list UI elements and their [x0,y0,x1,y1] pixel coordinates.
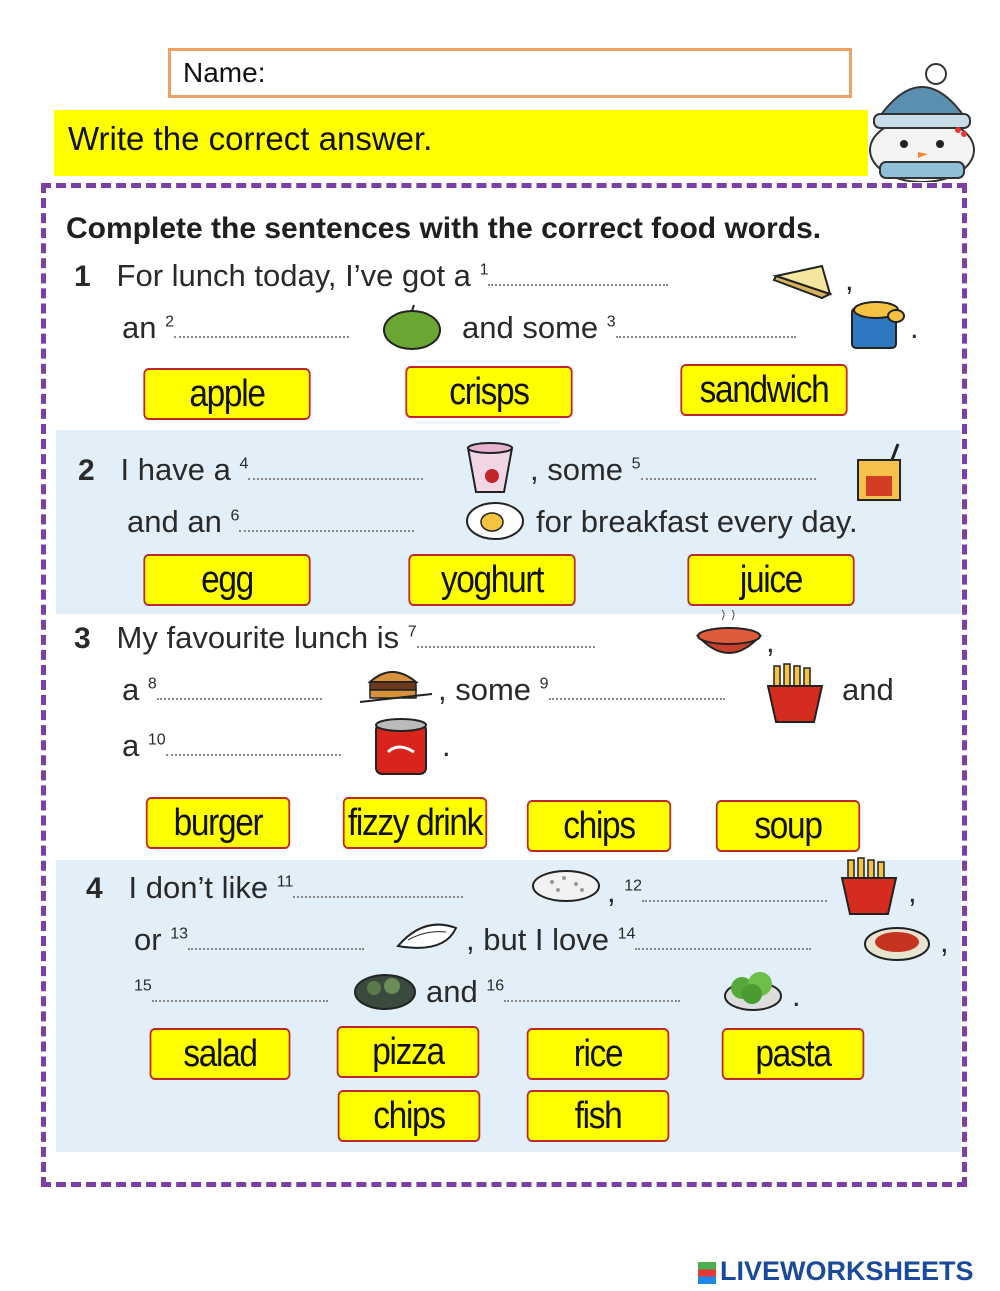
fizzy-drink-icon [370,716,432,778]
q1-number: 1 [74,260,91,293]
q2-line1 [78,452,423,488]
fish-icon [394,916,464,958]
blank-number: 11 [276,873,294,891]
blank-number: 7 [407,623,417,641]
q3-period: . [442,728,451,763]
q1-period: . [910,310,919,345]
word-crisps[interactable]: crisps [405,366,572,418]
q4-line2 [134,922,364,958]
snowman-icon [862,62,982,182]
instruction-banner: Write the correct answer. [54,110,868,176]
q3-text-a: My favourite lunch is [116,620,400,655]
sandwich-icon [772,262,834,300]
q4-line1b [607,874,827,910]
salad-icon [352,968,418,1012]
q1-comma: , [845,262,854,297]
q3-line3 [122,728,341,764]
chips-icon [836,856,902,916]
blank-14[interactable] [635,934,811,950]
q3-line2b [438,672,725,708]
salad-icon [720,966,786,1012]
q3-line2 [122,672,322,708]
word-fizzy-drink[interactable]: fizzy drink [343,797,487,849]
word-juice[interactable]: juice [687,554,854,606]
q3-text-e: a [122,728,140,763]
blank-7[interactable] [417,632,595,648]
blank-1[interactable] [488,270,668,286]
liveworksheets-logo [698,1256,974,1287]
q4-period: . [792,978,801,1013]
blank-3[interactable] [616,322,796,338]
blank-13[interactable] [188,934,364,950]
q1-text-a: For lunch today, I’ve got a [116,258,471,293]
word-chips[interactable]: chips [527,800,671,852]
blank-10[interactable] [166,740,341,756]
q4-number: 4 [86,872,103,905]
chips-icon [762,662,828,724]
q3-number: 3 [74,622,91,655]
blank-5[interactable] [641,464,816,480]
q2-line1b [530,452,816,488]
blank-2[interactable] [174,322,349,338]
q4-comma-b: , [908,874,917,909]
q3-text-d: and [842,672,894,707]
word-burger[interactable]: burger [146,797,290,849]
q4-line3 [134,974,328,1010]
q4-text-a: I don’t like [128,870,269,905]
word-sandwich[interactable]: sandwich [680,364,847,416]
blank-9[interactable] [549,684,725,700]
blank-number: 13 [170,925,188,943]
yoghurt-icon [462,440,518,496]
q1-line1 [74,258,668,294]
q2-text-a: I have a [120,452,231,487]
q3-text-b: a [122,672,140,707]
blank-15[interactable] [152,986,328,1002]
word-rice[interactable]: rice [527,1028,670,1080]
q1-line2b [462,310,796,346]
q4-text-c: , but I love [466,922,610,957]
blank-12[interactable] [642,886,827,902]
blank-4[interactable] [248,464,423,480]
blank-8[interactable] [157,684,322,700]
blank-number: 2 [165,313,175,331]
word-fish[interactable]: fish [527,1090,670,1142]
blank-number: 3 [606,313,616,331]
q4-line3b [426,974,680,1010]
juice-box-icon [852,442,908,504]
word-chips-2[interactable]: chips [338,1090,481,1142]
q2-line2 [127,504,414,540]
q3-comma: , [766,624,775,659]
blank-number: 5 [631,455,641,473]
blank-number: 14 [617,925,636,943]
burger-icon [356,664,436,710]
blank-number: 1 [479,261,489,279]
q1-text-b: an [122,310,157,345]
q2-number: 2 [78,454,95,487]
crisps-icon [846,298,908,352]
logo-text: LIVEWORKSHEETS [720,1256,974,1286]
blank-number: 4 [239,455,249,473]
blank-6[interactable] [239,516,414,532]
blank-16[interactable] [504,986,680,1002]
word-soup[interactable]: soup [716,800,860,852]
logo-icon [698,1262,716,1284]
word-egg[interactable]: egg [143,554,310,606]
egg-icon [464,500,526,542]
word-apple[interactable]: apple [143,368,310,420]
q2-text-c: and an [127,504,222,539]
q3-text-c: , some [438,672,532,707]
blank-number: 10 [147,731,166,749]
word-pasta[interactable]: pasta [722,1028,865,1080]
blank-number: 15 [134,977,152,995]
blank-number: 12 [624,877,643,895]
blank-11[interactable] [293,882,463,898]
blank-number: 9 [539,675,549,693]
q1-text-c: and some [462,310,599,345]
blank-number: 8 [147,675,157,693]
q4-text-d: and [426,974,478,1009]
soup-icon [694,610,764,664]
q2-text-b: , some [530,452,624,487]
word-pizza[interactable]: pizza [337,1026,480,1078]
word-salad[interactable]: salad [150,1028,291,1080]
name-field[interactable] [168,48,852,98]
blank-number: 6 [230,507,240,525]
name-label: Name: [183,57,266,88]
q4-comma-a: , [607,874,616,909]
q4-line1 [86,870,463,906]
q1-line2 [122,310,349,346]
q4-text-b: or [134,922,162,957]
pasta-icon [862,922,932,964]
exercise-heading: Complete the sentences with the correct food words. [66,212,822,245]
apple-icon [380,303,444,351]
rice-icon [530,864,602,904]
word-yoghurt[interactable]: yoghurt [408,554,575,606]
blank-number: 16 [486,977,505,995]
q4-line2b [466,922,811,958]
q3-line1 [74,620,595,656]
q2-text-d: for breakfast every day. [536,504,858,539]
q4-comma-c: , [940,924,949,959]
